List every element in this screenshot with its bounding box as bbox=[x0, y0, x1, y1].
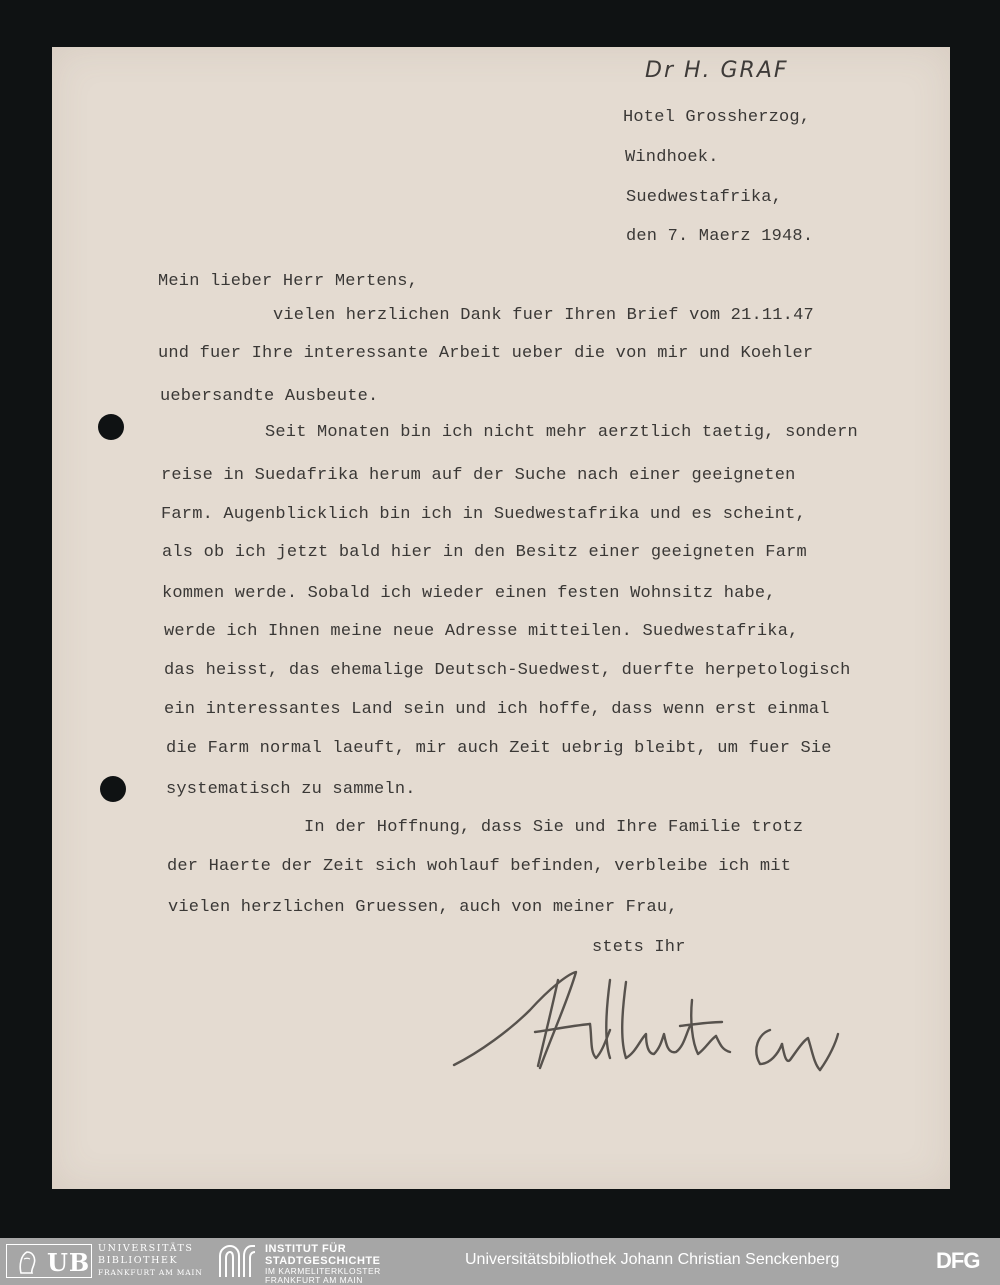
dfg-logo: DFG bbox=[936, 1248, 980, 1273]
body-line-7: als ob ich jetzt bald hier in den Besitz einer geeigneten Farm bbox=[162, 543, 807, 562]
address-line-hotel: Hotel Grossherzog, bbox=[623, 108, 811, 127]
ub-letters: UB bbox=[47, 1248, 91, 1277]
letter-date: den 7. Maerz 1948. bbox=[626, 227, 814, 246]
body-line-16: vielen herzlichen Gruessen, auch von meiner Frau, bbox=[168, 898, 678, 917]
ub-name bbox=[98, 1243, 203, 1279]
body-line-13: systematisch zu sammeln. bbox=[166, 780, 416, 799]
ub-line-1: UNIVERSITÄTS bbox=[98, 1243, 194, 1254]
body-line-2: und fuer Ihre interessante Arbeit ueber die von mir und Koehler bbox=[158, 344, 814, 363]
punch-hole-top bbox=[98, 414, 124, 440]
closing: stets Ihr bbox=[592, 938, 686, 957]
body-line-5: reise in Suedafrika herum auf der Suche nach einer geeigneten bbox=[161, 466, 796, 485]
handwritten-note: Dr H. GRAF bbox=[645, 58, 789, 83]
salutation: Mein lieber Herr Mertens, bbox=[158, 272, 419, 291]
body-line-12: die Farm normal laeuft, mir auch Zeit uebrig bleibt, um fuer Sie bbox=[166, 739, 832, 758]
address-line-country: Suedwestafrika, bbox=[626, 188, 783, 207]
body-line-15: der Haerte der Zeit sich wohlauf befinden, verbleibe ich mit bbox=[167, 857, 792, 876]
body-line-1: vielen herzlichen Dank fuer Ihren Brief vom 21.11.47 bbox=[273, 306, 814, 325]
ub-line-3: FRANKFURT AM MAIN bbox=[98, 1268, 203, 1277]
inst-line-3: IM KARMELITERKLOSTER bbox=[265, 1266, 381, 1276]
address-line-city: Windhoek. bbox=[625, 148, 719, 167]
inst-line-2: STADTGESCHICHTE bbox=[265, 1255, 381, 1267]
body-line-14: In der Hoffnung, dass Sie und Ihre Familie trotz bbox=[304, 818, 804, 837]
body-line-9: werde ich Ihnen meine neue Adresse mitteilen. Suedwestafrika, bbox=[164, 622, 799, 641]
body-line-10: das heisst, das ehemalige Deutsch-Suedwest, duerfte herpetologisch bbox=[164, 661, 851, 680]
library-name: Universitätsbibliothek Johann Christian Senckenberg bbox=[465, 1251, 840, 1268]
ub-line-2: BIBLIOTHEK bbox=[98, 1255, 179, 1266]
body-line-11: ein interessantes Land sein und ich hoffe, dass wenn erst einmal bbox=[164, 700, 830, 719]
punch-hole-bottom bbox=[100, 776, 126, 802]
portrait-icon bbox=[15, 1249, 39, 1275]
institute-name bbox=[265, 1243, 381, 1285]
body-line-8: kommen werde. Sobald ich wieder einen festen Wohnsitz habe, bbox=[162, 584, 776, 603]
inst-line-4: FRANKFURT AM MAIN bbox=[265, 1275, 363, 1285]
signature bbox=[440, 960, 860, 1080]
body-line-4: Seit Monaten bin ich nicht mehr aerztlich taetig, sondern bbox=[265, 423, 858, 442]
inst-line-1: INSTITUT FÜR bbox=[265, 1243, 347, 1255]
footer-bar bbox=[0, 1238, 1000, 1285]
body-line-6: Farm. Augenblicklich bin ich in Suedwestafrika und es scheint, bbox=[161, 505, 806, 524]
ub-logo bbox=[6, 1244, 92, 1278]
institute-logo-icon bbox=[217, 1244, 257, 1278]
body-line-3: uebersandte Ausbeute. bbox=[160, 387, 379, 406]
